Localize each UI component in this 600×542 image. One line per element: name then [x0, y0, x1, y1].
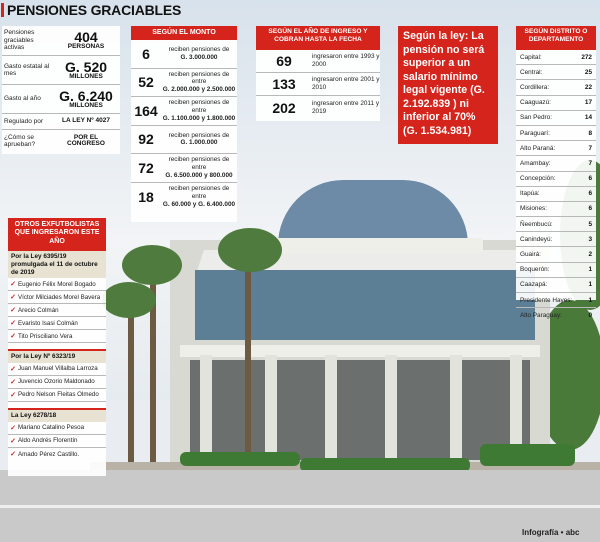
- stat-value: POR EL CONGRESO: [67, 133, 105, 147]
- distrito-row: [516, 96, 596, 111]
- monto-text: [161, 71, 237, 94]
- list-item: [8, 376, 106, 389]
- page-title: PENSIONES GRACIABLES: [7, 2, 182, 18]
- distrito-value: 6: [588, 175, 592, 183]
- building-column: [325, 355, 337, 465]
- distrito-name: Boquerón:: [520, 266, 550, 274]
- building-column: [200, 355, 212, 465]
- monto-amount: G. 1.100.000 y 1.800.000: [162, 114, 236, 122]
- player-name: Juan Manuel Villalba Larroza: [18, 365, 98, 373]
- palm-trunk: [245, 250, 251, 465]
- distrito-value: 3: [588, 235, 592, 243]
- stat-row: [2, 114, 120, 130]
- monto-heading: SEGÚN EL MONTO: [131, 26, 237, 40]
- distrito-value: 272: [581, 53, 592, 61]
- monto-row: [131, 69, 237, 98]
- distrito-name: Central:: [520, 68, 543, 76]
- list-item: [8, 422, 106, 435]
- stat-value: [52, 89, 120, 110]
- exfutbolistas-heading: OTROS EXFUTBOLISTAS QUE INGRESARON ESTE AÑO: [8, 218, 106, 249]
- distrito-panel: [516, 26, 596, 320]
- monto-count: 164: [134, 102, 158, 119]
- monto-row: [131, 183, 237, 212]
- distrito-name: Presidente Hayes:: [520, 296, 573, 304]
- palm-crown: [102, 282, 156, 318]
- distrito-name: Itapúa:: [520, 190, 540, 198]
- distrito-value: 1: [588, 266, 592, 274]
- distrito-row: [516, 263, 596, 278]
- distrito-row: [516, 156, 596, 171]
- stat-unit: MILLONES: [69, 101, 103, 109]
- building-band: [180, 345, 540, 357]
- stat-label: Regulado por: [4, 117, 44, 125]
- distrito-value: 1: [588, 296, 592, 304]
- list-item: [8, 304, 106, 317]
- distrito-name: Alto Paraná:: [520, 144, 556, 152]
- monto-count: 92: [138, 131, 154, 148]
- stat-label: Gasto estatal al mes: [4, 62, 50, 77]
- distrito-row: [516, 217, 596, 232]
- distrito-row: [516, 50, 596, 65]
- player-name: Tito Prisciliano Vera: [18, 332, 73, 340]
- law-heading: La Ley 6278/18: [8, 408, 106, 422]
- stat-number: G. 520: [64, 58, 108, 75]
- monto-text: [161, 156, 237, 179]
- stat-row: [2, 130, 120, 152]
- law-heading: Por la Ley Nº 6323/19: [8, 349, 106, 363]
- ingreso-text: ingresaron entre 2011 y 2019: [312, 99, 380, 115]
- building-lower-floor: [190, 360, 530, 460]
- distrito-row: [516, 247, 596, 262]
- distrito-row: [516, 111, 596, 126]
- distrito-row: [516, 232, 596, 247]
- monto-pre: reciben pensiones de: [168, 46, 230, 54]
- monto-amount: G. 3.000.000: [180, 53, 218, 61]
- distrito-name: Caazapá:: [520, 281, 548, 289]
- distrito-value: 5: [588, 220, 592, 228]
- distrito-name: Concepción:: [520, 175, 556, 183]
- building-column: [265, 355, 277, 465]
- list-item: [8, 448, 106, 461]
- distrito-name: Ñeembucú:: [520, 220, 553, 228]
- monto-amount: G. 60.000 y G. 6.400.000: [162, 200, 236, 208]
- distrito-value: 22: [584, 83, 592, 91]
- monto-pre: reciben pensiones de: [168, 131, 230, 139]
- distrito-row: [516, 141, 596, 156]
- stat-value: [52, 30, 120, 51]
- player-name: Aldo Andrés Florentín: [18, 437, 78, 445]
- palm-crown: [218, 228, 282, 272]
- distrito-row: [516, 202, 596, 217]
- distrito-name: San Pedro:: [520, 114, 552, 122]
- distrito-value: 7: [588, 144, 592, 152]
- check-icon: ✓: [10, 437, 16, 445]
- check-icon: ✓: [10, 294, 16, 302]
- distrito-name: Misiones:: [520, 205, 547, 213]
- exfutbolistas-panel: [8, 218, 106, 476]
- check-icon: ✓: [10, 378, 16, 386]
- monto-amount: G. 1.000.000: [180, 139, 218, 147]
- list-item: [8, 317, 106, 330]
- distrito-name: Guairá:: [520, 251, 541, 259]
- player-name: Víctor Milciades Morel Bavera: [18, 293, 101, 301]
- check-icon: ✓: [10, 424, 16, 432]
- distrito-row: [516, 80, 596, 95]
- ingreso-text: ingresaron entre 2001 y 2010: [312, 76, 380, 91]
- check-icon: ✓: [10, 451, 16, 459]
- distrito-value: 6: [588, 205, 592, 213]
- check-icon: ✓: [10, 307, 16, 315]
- check-icon: ✓: [10, 333, 16, 341]
- list-item: [8, 278, 106, 291]
- ingreso-row: [256, 50, 380, 73]
- monto-text: [161, 99, 237, 122]
- monto-pre: reciben pensiones de entre: [168, 185, 230, 200]
- ingreso-row: [256, 96, 380, 119]
- distrito-heading: SEGÚN DISTRITO O DEPARTAMENTO: [516, 26, 596, 50]
- monto-row: [131, 40, 237, 69]
- ingreso-text: ingresaron entre 1993 y 2000: [312, 53, 380, 68]
- monto-amount: G. 6.500.000 y 800.000: [165, 171, 233, 179]
- monto-count: 72: [138, 159, 154, 176]
- stat-row: [2, 56, 120, 85]
- player-name: Evaristo Isasi Colmán: [18, 319, 78, 327]
- check-icon: ✓: [10, 391, 16, 399]
- credit-label: Infografía • abc: [522, 528, 580, 537]
- player-name: Arecio Colmán: [18, 306, 59, 314]
- building-column: [385, 355, 397, 465]
- distrito-value: 0: [588, 312, 592, 320]
- monto-count: 18: [138, 188, 154, 205]
- ingreso-count: 202: [272, 99, 296, 116]
- stat-unit: MILLONES: [69, 72, 103, 80]
- stat-number: G. 6.240: [59, 87, 113, 104]
- distrito-value: 14: [584, 114, 592, 122]
- list-item: [8, 291, 106, 304]
- player-name: Eugenio Félix Morel Bogado: [18, 280, 96, 288]
- stat-unit: PERSONAS: [67, 43, 105, 51]
- monto-row: [131, 154, 237, 183]
- distrito-value: 17: [584, 99, 592, 107]
- distrito-value: 1: [588, 281, 592, 289]
- hedge: [180, 452, 300, 466]
- distrito-name: Amambay:: [520, 159, 551, 167]
- list-item: [8, 435, 106, 448]
- distrito-name: Cordillera:: [520, 83, 550, 91]
- palm-trunk: [128, 300, 134, 465]
- distrito-row: [516, 293, 596, 308]
- distrito-value: 25: [584, 68, 592, 76]
- distrito-value: 8: [588, 129, 592, 137]
- stat-label: Pensiones graciables activas: [4, 29, 35, 52]
- ingreso-panel: [256, 26, 380, 121]
- stat-number: 404: [74, 29, 98, 46]
- stat-value: LA LEY Nº 4027: [62, 117, 110, 125]
- distrito-name: Alto Paraguay:: [520, 312, 562, 320]
- ingreso-heading: SEGÚN EL AÑO DE INGRESO Y COBRAN HASTA LA FECHA: [256, 26, 380, 50]
- monto-pre: reciben pensiones de entre: [168, 156, 230, 171]
- distrito-value: 6: [588, 190, 592, 198]
- player-name: Mariano Catalino Pesoa: [18, 424, 85, 432]
- distrito-row: [516, 308, 596, 323]
- check-icon: ✓: [10, 365, 16, 373]
- check-icon: ✓: [10, 281, 16, 289]
- building-dome-ring: [268, 238, 483, 254]
- distrito-row: [516, 126, 596, 141]
- monto-amount: G. 2.000.000 y 2.500.000: [162, 86, 236, 94]
- stat-value: [52, 60, 120, 81]
- distrito-row: [516, 278, 596, 293]
- title-accent: [1, 3, 4, 17]
- distrito-name: Caaguazú:: [520, 99, 551, 107]
- ingreso-count: 133: [272, 76, 296, 92]
- distrito-value: 7: [588, 159, 592, 167]
- building-column: [450, 355, 462, 465]
- stat-label: ¿Cómo se aprueban?: [4, 133, 36, 148]
- hedge: [480, 444, 575, 466]
- distrito-name: Canindeyú:: [520, 235, 553, 243]
- monto-pre: reciben pensiones de entre: [168, 70, 230, 86]
- distrito-name: Capital:: [520, 53, 542, 61]
- monto-row: [131, 126, 237, 155]
- monto-count: 6: [142, 45, 150, 62]
- ingreso-count: 69: [276, 53, 292, 69]
- distrito-row: [516, 187, 596, 202]
- check-icon: ✓: [10, 320, 16, 328]
- ingreso-row: [256, 73, 380, 96]
- list-item: [8, 389, 106, 402]
- stat-label: Gasto al año: [4, 95, 41, 103]
- player-name: Pedro Nelson Fleitas Olmedo: [18, 391, 99, 399]
- stats-panel: [2, 26, 120, 154]
- list-item: [8, 363, 106, 376]
- player-name: Amado Pérez Castillo.: [18, 450, 80, 458]
- monto-panel: [131, 26, 237, 222]
- road-line: [0, 505, 600, 508]
- distrito-name: Paraguarí:: [520, 129, 550, 137]
- monto-count: 52: [138, 74, 154, 91]
- monto-pre: reciben pensiones de entre: [168, 99, 230, 114]
- monto-text: [161, 46, 237, 61]
- distrito-row: [516, 172, 596, 187]
- stat-row: [2, 26, 120, 56]
- law-heading: Por la Ley 6395/19 promulgada el 11 de octubre de 2019: [8, 249, 106, 278]
- monto-text: [161, 132, 237, 147]
- distrito-value: 2: [588, 251, 592, 259]
- distrito-row: [516, 65, 596, 80]
- stat-row: [2, 85, 120, 114]
- monto-text: [161, 185, 237, 208]
- player-name: Juvencio Ozorio Maldonado: [18, 378, 95, 386]
- list-item: [8, 330, 106, 343]
- ley-callout: Según la ley: La pensión no será superior a un salario mínimo legal vigente (G. 2.192.839 ) ni inferior al 70% (G. 1.534.981): [398, 26, 498, 144]
- monto-row: [131, 97, 237, 126]
- palm-crown: [122, 245, 182, 285]
